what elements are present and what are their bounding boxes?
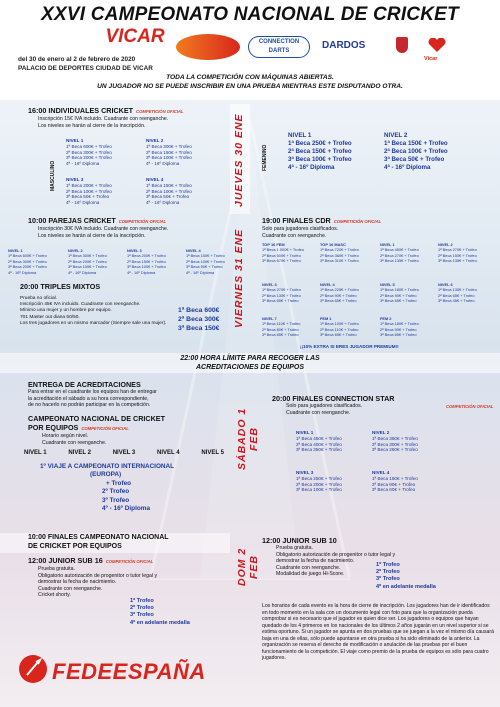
prize-line: 1ª Beca 600€ + Trofeo: [8, 253, 47, 259]
prize-line: 1º VIAJE A CAMPEONATO INTERNACIONAL: [40, 463, 175, 470]
parejas-level-1: [8, 248, 66, 275]
level-heading: NIVEL 2: [384, 132, 408, 139]
level-heading: NIVEL 3: [127, 248, 142, 253]
official-tag: COMPETICIÓN OFICIAL: [118, 219, 167, 224]
prize-line: 2ª Beca 300€ + Trofeo: [66, 149, 112, 155]
connection-title: 20:00 FINALES CONNECTION STAR: [272, 394, 395, 403]
triples-title: 20:00 TRIPLES MIXTOS: [20, 282, 101, 291]
day-saturday: SÁBADO 1 FEB: [236, 407, 260, 471]
parejas-level-2: [68, 248, 126, 275]
ind-masc-level-2: [146, 138, 226, 167]
prize-line: 1ª Beca 180€ + Trofeo: [380, 287, 419, 293]
official-tag: COMPETICIÓN OFICIAL: [81, 426, 129, 431]
connection-darts-text: CONNECTION DARTS: [258, 39, 300, 54]
prize-line: 1ª Beca 200€ + Trofeo: [66, 182, 112, 188]
dardos-text: DARDOS: [322, 40, 366, 51]
prize-line: 3ª Beca 45€ + Trofeo: [438, 298, 475, 304]
prize-line: 1ª Beca 110€ + Trofeo: [262, 321, 301, 327]
sub10-line: Prueba gratuita.: [276, 545, 313, 551]
equipos-levels: [24, 450, 224, 456]
prize-line: 3ª Beca 65€ + Trofeo: [262, 298, 299, 304]
prize-line: 1ª Beca 350€ + Trofeo: [372, 435, 418, 441]
sub10-line: Cuadrante con reenganche.: [276, 564, 341, 571]
prize-line: + Trofeo: [106, 479, 132, 487]
level-heading: NIVEL 1: [296, 430, 314, 435]
prize-line: 1ª Beca 720€ + Trofeo: [320, 247, 359, 253]
level-heading: NIVEL 1: [288, 132, 312, 139]
prize-line: 2ª Beca 300€: [178, 316, 220, 323]
prize-line: 1ª Beca 450€ + Trofeo: [380, 247, 419, 253]
prize-line: 3ª Beca 150€: [178, 325, 220, 332]
level-heading: NIVEL 1: [380, 242, 395, 247]
level-heading: TOP 16 MASC: [320, 242, 346, 247]
equipos-line: Horario según nivel.: [42, 433, 89, 439]
triples-prizes: [178, 306, 238, 333]
prize-line: 2ª Beca 90€ + Trofeo: [380, 326, 417, 332]
prize-line: 2ª Beca 360€ + Trofeo: [320, 252, 359, 258]
prize-line: 2ª Beca 130€ + Trofeo: [262, 292, 301, 298]
prize-line: 4º en adelante medalla: [376, 583, 436, 590]
triples-line: Mínimo una mujer y un hombre por equipo.: [20, 308, 112, 314]
prize-line: 3ª Beca 50€ + Trofeo: [146, 194, 190, 200]
prize-line: 3ª Beca 65€ + Trofeo: [380, 298, 417, 304]
equipos-line: Cuadrante con reenganche.: [42, 439, 107, 446]
official-tag: COMPETICIÓN OFICIAL: [136, 109, 184, 114]
cdr-group-8: [438, 282, 496, 304]
ind-fem-level-2: [384, 132, 484, 172]
level-heading: TOP 16 FEM: [262, 242, 285, 247]
prize-line: 1ª Beca 270€ + Trofeo: [262, 287, 301, 293]
prize-line: 2ª Beca 90€ + Trofeo: [372, 481, 416, 487]
rules-banner: [0, 74, 500, 91]
prize-line: 2ª Beca 100€ + Trofeo: [66, 188, 112, 194]
acreditaciones-section: [28, 380, 228, 409]
prize-line: 4ª - 16º Diploma: [127, 269, 156, 275]
sub16-line: Prueba gratuita.: [38, 566, 75, 572]
prize-line: 4ª - 16º Diploma: [288, 164, 335, 171]
level-heading: NIVEL 2: [438, 242, 453, 247]
parejas-line-1: Inscripción 30€ IVA incluido. Cuadrante con reenganche.: [38, 226, 169, 232]
banner-line-2: UN JUGADOR NO SE PUEDE INSCRIBIR EN UNA PRUEBA MIENTRAS ESTE DISPUTANDO OTRA.: [97, 82, 403, 90]
prize-line: 3ª Beca 250€ + Trofeo: [372, 447, 418, 453]
deadline-line-1: 22:00 HORA LÍMITE PARA RECOGER LAS: [180, 355, 320, 362]
deadline-line-2: ACREDITACIONES DE EQUIPOS: [196, 364, 304, 371]
prize-line: 1º Trofeo: [130, 598, 154, 604]
prize-line: 3ª Beca 310€ + Trofeo: [320, 258, 359, 264]
prize-line: 3ª Beca 350€ + Trofeo: [296, 447, 342, 453]
finales-equipos-title-2: DE CRICKET POR EQUIPOS: [28, 543, 122, 550]
cdr-line-2: Cuadrante con reenganche.: [262, 232, 327, 239]
sub16-section: [28, 556, 228, 599]
prize-line: 3ª Beca 135€ + Trofeo: [380, 258, 419, 264]
cdr-line-1: Solo para jugadores clasificados.: [262, 226, 339, 232]
prize-line: 2ª Beca 80€ + Trofeo: [262, 326, 299, 332]
connection-level-2: [372, 430, 442, 453]
prize-line: 2ª Beca 270€ + Trofeo: [380, 252, 419, 258]
ind-masc-level-1: [66, 138, 146, 167]
prize-line: 1ª Beca 100€ + Trofeo: [320, 321, 359, 327]
prize-line: 2º Trofeo: [102, 488, 130, 496]
prize-line: 1ª Beca 450€ + Trofeo: [296, 435, 342, 441]
sub16-line: demostrar la fecha de nacimiento.: [38, 579, 117, 586]
individuales-line-1: Inscripción 15€ IVA incluido. Cuadrante con reenganche.: [38, 116, 169, 122]
level-label: NIVEL 2: [68, 450, 91, 456]
prize-line: 1ª Beca 150€ + Trofeo: [372, 475, 418, 481]
prize-line: 3ª Beca 60€ + Trofeo: [372, 487, 416, 493]
prize-line: 1ª Beca 180€ + Trofeo: [380, 321, 419, 327]
level-heading: NIVEL 1: [8, 248, 23, 253]
prize-line: 4ª - 16º Diploma: [384, 164, 431, 171]
vicar-text: Vicar: [424, 56, 438, 62]
prize-line: 3ª Beca 65€ + Trofeo: [380, 332, 417, 338]
venue-text: PALACIO DE DEPORTES CIUDAD DE VICAR: [18, 64, 153, 72]
level-heading: NIVEL 2: [146, 138, 164, 143]
banner-line-1: TODA LA COMPETICIÓN CON MÁQUINAS ABIERTAS.: [166, 74, 334, 81]
individuales-title: [28, 106, 228, 116]
vicar-logo: [424, 56, 437, 62]
sub10-line: Modalidad de juego Hi-Score.: [276, 571, 345, 578]
dates-text: del 30 de enero al 2 de febrero de 2020: [18, 56, 136, 63]
connection-darts-logo: [248, 36, 310, 58]
prize-line: 2ª Beca 300€ + Trofeo: [372, 441, 418, 447]
parejas-level-3: [127, 248, 185, 275]
prize-line: 4ª - 16º Diploma: [66, 161, 100, 167]
prize-line: 3ª Beca 50€ + Trofeo: [186, 264, 223, 270]
sub16-title: [28, 556, 228, 566]
prize-line: 2ª Beca 150€ + Trofeo: [127, 258, 166, 264]
acreditaciones-title: ENTREGA DE ACREDITACIONES: [28, 380, 141, 389]
deadline-bar: [0, 353, 500, 373]
cdr-group-2: [320, 242, 378, 264]
sub16-title-text: 12:00 JUNIOR SUB 16: [28, 556, 103, 565]
acred-line: de no hacerlo no podrán participar en la competición.: [28, 402, 151, 409]
prize-line: 1ª Beca 300€ + Trofeo: [68, 253, 107, 259]
sub10-prizes: [376, 562, 476, 591]
prize-line: 1ª Beca 600€: [178, 307, 220, 314]
premium-note: ¡¡10% EXTRA SI ERES JUGADOR PREMIUM!!: [300, 344, 399, 349]
level-heading: FEM 2: [380, 316, 392, 321]
prize-line: 2ª Beca 110€ + Trofeo: [320, 326, 359, 332]
prize-line: 4ª - 16º Diploma: [146, 161, 180, 167]
prize-line: 2ª Beca 400€ + Trofeo: [296, 441, 342, 447]
level-label: NIVEL 5: [201, 450, 224, 456]
prize-line: 2ª Beca 150€ + Trofeo: [438, 252, 477, 258]
individuales-section: [28, 106, 228, 129]
parejas-line-2: Los niveles se harán al cierre de la inscripción.: [38, 232, 146, 239]
prize-line: 3ª Beca 135€ + Trofeo: [438, 258, 477, 264]
prize-line: 3ª Beca 100€ + Trofeo: [146, 155, 192, 161]
prize-line: 3ª Beca 100€ + Trofeo: [296, 487, 342, 493]
triples-line: Prueba no oficial.: [20, 296, 58, 301]
prize-line: 3º Trofeo: [102, 496, 130, 504]
level-heading: NIVEL 4: [186, 248, 201, 253]
prize-line: 4ª - 16º Diploma: [186, 269, 215, 275]
heart-icon: [428, 38, 446, 52]
acred-line: Para entrar en el cuadrante los equipos han de entregar: [28, 389, 157, 395]
prize-line: 1ª Beca 270€ + Trofeo: [438, 247, 477, 253]
day-friday: VIERNES 31 ENE: [233, 228, 245, 328]
ind-fem-level-1: [288, 132, 378, 172]
level-label: NIVEL 3: [112, 450, 136, 456]
prize-line: 2ª Beca 100€ + Trofeo: [146, 188, 192, 194]
level-heading: NIVEL 3: [66, 177, 84, 182]
connection-level-1: [296, 430, 366, 453]
individuales-line-2: Los niveles se harán al cierre de la inscripción.: [38, 122, 146, 129]
prize-line: 3ª Beca 200€ + Trofeo: [66, 155, 112, 161]
prize-line: 1ª Beca 225€ + Trofeo: [320, 287, 359, 293]
parejas-section: [28, 216, 228, 239]
level-label: NIVEL 4: [157, 450, 180, 456]
prize-line: 2ª Beca 100€ + Trofeo: [186, 258, 225, 264]
prize-line: 3ª Beca 200€ + Trofeo: [8, 264, 47, 270]
level-heading: NIVEL 7: [262, 316, 277, 321]
prize-line: 3ª Beca 65€ + Trofeo: [262, 332, 299, 338]
prize-line: 1ª Beca 1.000€ + Trofeo: [262, 247, 304, 253]
prize-line: 2ª Beca 150€ + Trofeo: [288, 148, 352, 155]
prize-line: 2ª Beca 150€ + Trofeo: [146, 149, 192, 155]
triples-line: Inscripción 45€ IVA incluido. Cuadrante con reenganche.: [20, 302, 141, 308]
prize-line: 2ª Beca 100€ + Trofeo: [384, 148, 448, 155]
prize-line: 2ª Beca 90€ + Trofeo: [320, 292, 357, 298]
event-title: XXVI CAMPEONATO NACIONAL DE CRICKET: [41, 4, 459, 25]
darts-brand-logo: [176, 34, 240, 60]
prize-line: 4º - 16º Diploma: [102, 505, 150, 513]
cdr-group-9: [262, 316, 320, 338]
prize-line: 1ª Beca 250€ + Trofeo: [296, 475, 342, 481]
prize-line: 4ª - 16º Diploma: [8, 269, 37, 275]
cdr-group-3: [380, 242, 438, 264]
prize-line: 3ª Beca 150€ + Trofeo: [68, 264, 107, 270]
acred-line: la acreditación el sábado a su hora correspondiente,: [28, 395, 149, 402]
prize-line: 4ª - 16º Diploma: [146, 200, 180, 206]
sub16-line: Cricket shorty.: [38, 592, 71, 599]
equipos-section: [28, 414, 238, 446]
prize-line: 1ª Beca 200€ + Trofeo: [127, 253, 166, 259]
prize-line: 1ª Beca 150€ + Trofeo: [186, 253, 225, 259]
day-sunday: DOM 2 FEB: [236, 547, 260, 587]
ind-masc-level-3: [66, 177, 146, 206]
connection-line-2: Cuadrante con reenganche.: [286, 409, 351, 416]
prize-line: 1ª Beca 250€ + Trofeo: [288, 140, 352, 147]
level-heading: FEM 1: [320, 316, 332, 321]
cdr-group-1: [262, 242, 320, 264]
dart-player-icon: [18, 654, 48, 684]
triples-section: [20, 282, 180, 327]
sub10-title: 12:00 JUNIOR SUB 10: [262, 536, 337, 545]
triples-line: 701 Master out diana 50/50.: [20, 314, 80, 320]
cdr-group-10: [320, 316, 378, 338]
sub16-prizes: [130, 598, 230, 627]
cdr-group-11: [380, 316, 438, 338]
prize-line: 4º en adelante medalla: [130, 619, 190, 626]
equipos-prizes: [40, 463, 220, 513]
official-tag: COMPETICIÓN OFICIAL: [105, 559, 154, 564]
prize-line: 2ª Beca 90€ + Trofeo: [380, 292, 417, 298]
equipos-title-2: [28, 423, 238, 433]
prize-line: 2ª Beca 65€ + Trofeo: [438, 292, 475, 298]
femenino-label: FEMENINO: [262, 144, 268, 172]
prize-line: 1ª Beca 300€ + Trofeo: [146, 143, 192, 149]
finales-equipos: [0, 533, 230, 553]
prize-line: 3ª Beca 670€ + Trofeo: [262, 258, 301, 264]
parejas-title: [28, 216, 228, 226]
prize-line: 1ª Beca 600€ + Trofeo: [66, 143, 112, 149]
cdr-title-text: 19:00 FINALES CDR: [262, 216, 331, 225]
event-dates: [18, 56, 153, 73]
level-heading: NIVEL 4: [372, 470, 390, 475]
prize-line: 3ª Beca 50€ + Trofeo: [384, 156, 445, 163]
prize-line: 4ª - 16º Diploma: [66, 200, 100, 206]
prize-line: 1ª Beca 135€ + Trofeo: [438, 287, 477, 293]
prize-line: 3ª Beca 50€ + Trofeo: [66, 194, 110, 200]
prize-line: 3º Trofeo: [376, 576, 400, 583]
prize-line: 3º Trofeo: [130, 612, 154, 619]
cdr-group-6: [320, 282, 378, 304]
prize-line: (EUROPA): [90, 471, 122, 479]
level-heading: NIVEL 4: [146, 177, 164, 182]
prize-line: 2ª Beca 200€ + Trofeo: [68, 258, 107, 264]
ind-masc-level-4: [146, 177, 226, 206]
sub16-line: Cuadrante con reenganche.: [38, 585, 103, 592]
prize-line: 2º Trofeo: [376, 569, 400, 576]
prize-line: 1ª Beca 150€ + Trofeo: [146, 182, 192, 188]
official-tag: COMPETICIÓN OFICIAL: [333, 219, 382, 224]
sub16-line: Obligatorio autorización de progenitor o tutor legal y: [38, 572, 158, 579]
fedeespana-logo: FEDEESPAÑA: [52, 659, 206, 684]
prize-line: 3ª Beca 65€ + Trofeo: [320, 332, 357, 338]
equipos-title-1: CAMPEONATO NACIONAL DE CRICKET: [28, 414, 165, 423]
level-label: NIVEL 1: [24, 450, 47, 456]
equipos-title-2-text: POR EQUIPOS: [28, 423, 79, 432]
level-heading: NIVEL 4: [320, 282, 335, 287]
cdr-group-5: [262, 282, 320, 304]
day-thursday: JUEVES 30 ENE: [233, 113, 245, 207]
prize-line: 2ª Beca 200€ + Trofeo: [296, 481, 342, 487]
masculino-label: MASCULINO: [50, 160, 56, 192]
parejas-title-text: 10:00 PAREJAS CRICKET: [28, 216, 116, 225]
official-tag: COMPETICIÓN OFICIAL: [446, 404, 494, 409]
prize-line: 1º Trofeo: [376, 562, 400, 568]
connection-line-1: Solo para jugadores clasificados.: [286, 403, 363, 409]
prize-line: 3ª Beca 100€ + Trofeo: [127, 264, 166, 270]
sub10-line: demostrar la fecha de nacimiento.: [276, 558, 355, 565]
level-heading: NIVEL 2: [372, 430, 390, 435]
prize-line: 4ª - 16º Diploma: [68, 269, 97, 275]
individuales-title-text: 16:00 INDIVIDUALES CRICKET: [28, 106, 134, 115]
prize-line: 2º Trofeo: [130, 605, 154, 612]
level-heading: NIVEL 6: [438, 282, 453, 287]
cdr-section: [262, 216, 492, 239]
level-heading: NIVEL 3: [262, 282, 277, 287]
parejas-level-4: [186, 248, 236, 275]
prize-line: 3ª Beca 100€ + Trofeo: [288, 156, 352, 163]
footer-rules: Los horarios de cada evento es la hora de cierre de inscripción. Los jugadores han de ir identificados en todo momento en la sala con un documento legal con foto para que la organización pueda comprobar si es necesario que el jugador es quien dice ser. Los jugadores o equipos que hayan quedado de los 4 primeros en los nacionales de los últimos 2 años jugarán en un nivel superior si se estima oportuno. Si un jugador se apunta en dos pruebas que se juegan a la vez el mismo día causará baja en una de ellas, sólo puede apuntarse en otra prueba si ha sido eliminado de la anterior. La organización se reserva el derecho de modificación o anulación de las pruebas por el buen funcionamiento de la competición. El viaje como premio de la prueba de equipos es sólo para cuatro jugadores.: [262, 603, 494, 661]
prize-line: 2ª Beca 300€ + Trofeo: [8, 258, 47, 264]
level-heading: NIVEL 5: [380, 282, 395, 287]
event-city: VICAR: [105, 26, 165, 47]
level-heading: NIVEL 1: [66, 138, 84, 143]
finales-equipos-title-1: 10:00 FINALES CAMPEONATO NACIONAL: [28, 534, 169, 541]
connection-level-4: [372, 470, 442, 493]
cdr-title: [262, 216, 492, 226]
cdr-group-4: [438, 242, 496, 264]
level-heading: NIVEL 3: [296, 470, 314, 475]
level-heading: NIVEL 2: [68, 248, 83, 253]
connection-level-3: [296, 470, 366, 493]
prize-line: 2ª Beca 500€ + Trofeo: [262, 252, 301, 258]
dardos-logo: [322, 40, 365, 51]
triples-line: Los tres jugadores en un mismo marcador (Siempre sale una mujer).: [20, 320, 167, 326]
prize-line: 1ª Beca 150€ + Trofeo: [384, 140, 448, 147]
cdr-group-7: [380, 282, 438, 304]
prize-line: 3ª Beca 65€ + Trofeo: [320, 298, 357, 304]
sub10-line: Obligatorio autorización de progenitor o tutor legal y: [276, 551, 396, 558]
coat-of-arms-icon: [396, 37, 408, 53]
